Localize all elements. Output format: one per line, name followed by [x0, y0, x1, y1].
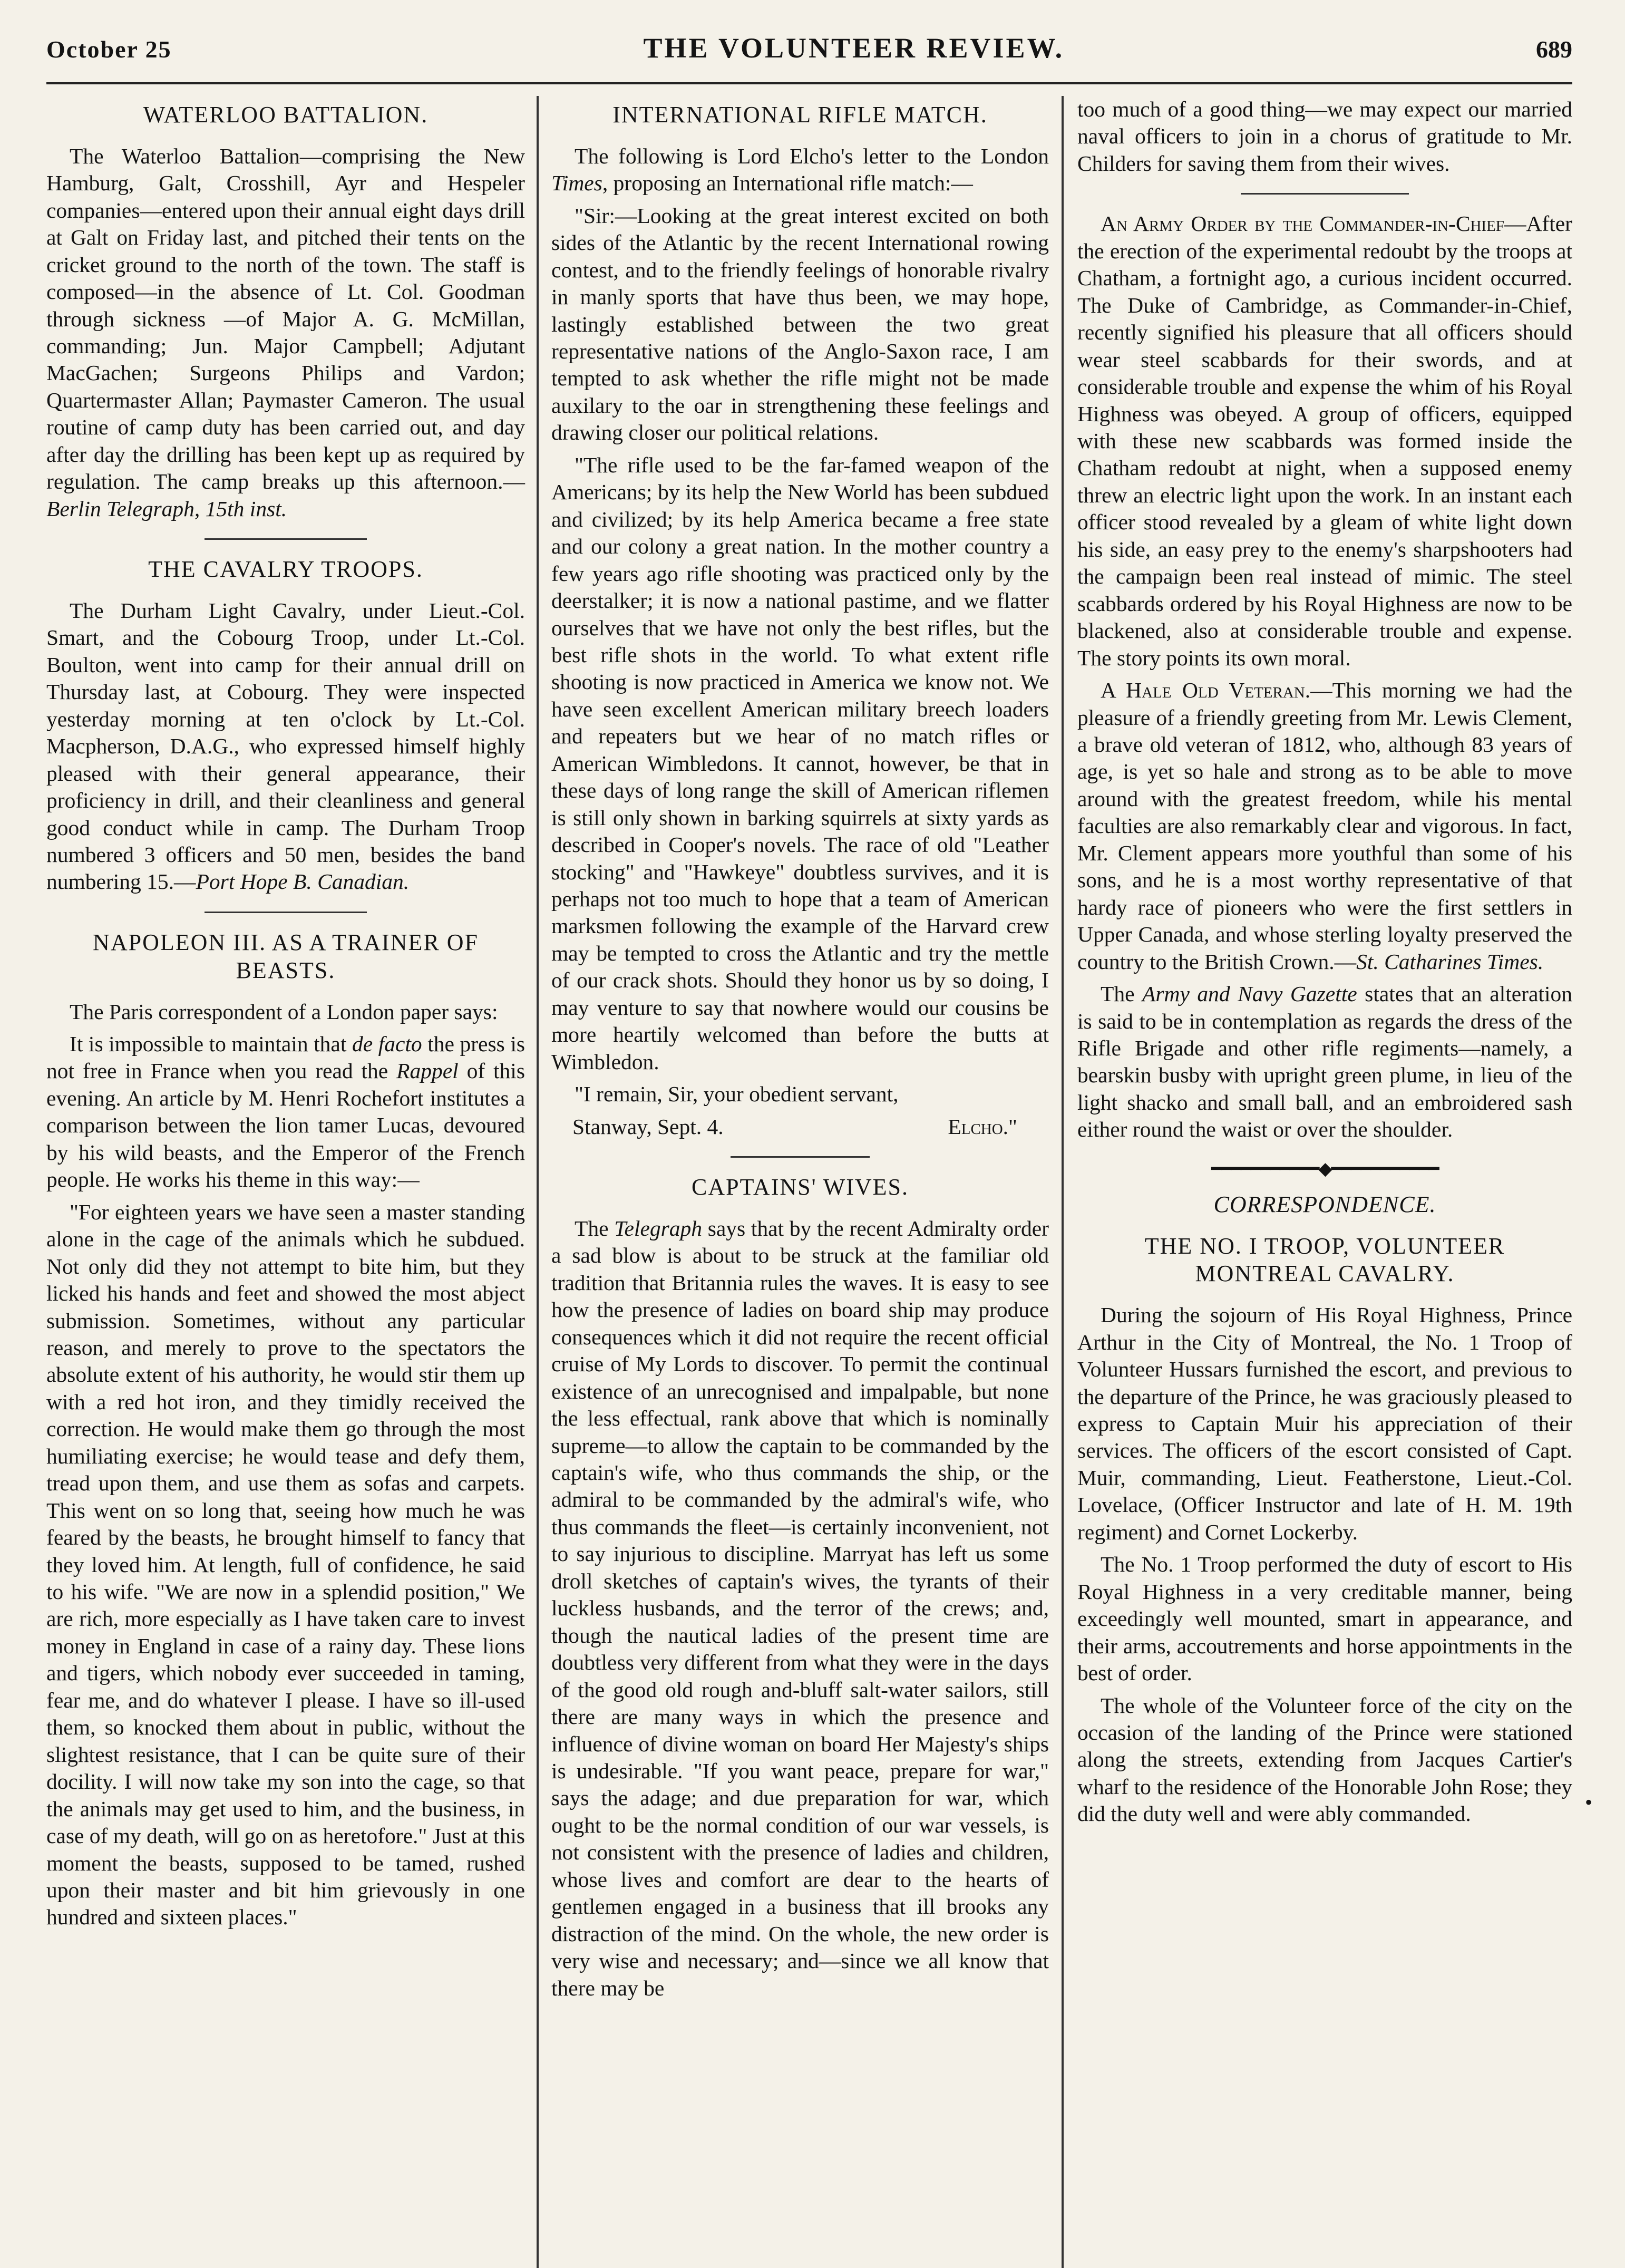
signoff-signature: Elcho."	[948, 1114, 1017, 1139]
paragraph-gazette	[1077, 981, 1572, 1143]
lead-in: An Army Order by the Commander-in-Chief	[1101, 211, 1504, 236]
signoff	[551, 1113, 1049, 1140]
italic-term: Army and Navy Gazette	[1142, 982, 1357, 1006]
column-2	[537, 96, 1064, 2268]
article-cavalry-troops	[46, 556, 525, 896]
headline-rifle-match: INTERNATIONAL RIFLE MATCH.	[612, 102, 988, 128]
paragraph-continued: too much of a good thing—we may expect our married naval officers to join in a chorus of gratitude to Mr. Childers for saving them from their wives.	[1077, 97, 1572, 176]
article-waterloo-battalion	[46, 101, 525, 522]
page-number: 689	[1536, 36, 1572, 63]
issue-date: October 25	[46, 36, 172, 63]
section-heading-correspondence: CORRESPONDENCE.	[1213, 1191, 1436, 1217]
margin-mark: •	[1584, 1790, 1592, 1814]
article-rifle-match	[551, 101, 1049, 1140]
column-3	[1064, 96, 1572, 2268]
section-divider	[731, 1156, 870, 1158]
paragraph-text: —After the erection of the experimental redoubt by the troops at Chatham, a fortnight ago, a curious incident occurred. The Duke of Cambridge, as Commander-in-Chief, recently signified his pleasure that all officers should wear steel scabbards for their swords, and at considerable trouble and expense the whim of his Royal Highness was obeyed. A group of officers, equipped with these new scabbards was formed inside the Chatham redoubt at night, when a supposed enemy threw an electric light upon the work. In an instant each officer stood revealed by a gleam of white light down his side, an easy prey to the enemy's sharpshooters had the campaign been real instead of mimic. The steel scabbards ordered by his Royal Highness are now to be blackened, also at considerable trouble and expense. The story points its own moral.	[1077, 211, 1572, 670]
italic-term: de facto	[352, 1031, 422, 1056]
italic-term: Rappel	[396, 1059, 459, 1083]
paragraph: During the sojourn of His Royal Highness, Prince Arthur in the City of Montreal, the No. 1 Troop of Volunteer Hussars furnished the escort, and previous to the departure of the Prince, he was graciously pleased to express to Captain Muir his appreciation of their services. The officers of the escort consisted of Capt. Muir, commanding, Lieut. Featherstone, Lieut.-Col. Lovelace, (Officer Instructor and late of H. M. 19th regiment) and Cornet Lockerby.	[1077, 1303, 1572, 1544]
paragraph-army-order	[1077, 210, 1572, 672]
section-divider	[205, 912, 367, 913]
article-montreal-cavalry	[1077, 1233, 1572, 1828]
masthead	[46, 32, 1572, 84]
paragraph: The No. 1 Troop performed the duty of escort to His Royal Highness in a very creditable manner, being exceedingly well mounted, smart in appearance, and their arms, accoutrements and horse appointments in the best of order.	[1077, 1552, 1572, 1685]
paragraph-text: It is impossible to maintain that	[70, 1031, 352, 1056]
paragraph: "Sir:—Looking at the great interest excited on both sides of the Atlantic by the recent International rowing contest, and to the friendly feelings of honorable rivalry in manly sports that have thus been, we may hope, lastingly established between the two great representative nations of the Anglo-Saxon race, I am tempted to ask whether the rifle might not be made auxilary to the oar in strengthening these feelings and drawing closer our political relations.	[551, 203, 1049, 445]
italic-term: Times	[551, 171, 602, 196]
paragraph	[46, 143, 525, 522]
paragraph-text: , proposing an International rifle match:—	[602, 171, 973, 196]
paragraph: The whole of the Volunteer force of the city on the occasion of the landing of the Prince were stationed along the streets, extending from Jacques Cartier's wharf to the residence of the Honorable John Rose; they did the duty well and were ably commanded.	[1077, 1693, 1572, 1826]
italic-term: Telegraph	[614, 1216, 703, 1240]
publication-title: THE VOLUNTEER REVIEW.	[643, 32, 1065, 64]
paragraph-text: —This morning we had the pleasure of a friendly greeting from Mr. Lewis Clement, a brave old veteran of 1812, who, although 83 years of age, is yet so hale and strong as to be able to move around with the greatest freedom, while his mental faculties are also remarkably clear and vigorous. In fact, Mr. Clement appears more youthful than some of his sons, and he is a most worthy representative of that hardy race of pioneers who were the first settlers in Upper Canada, and whose sterling loyalty preserved the country to the British Crown.—	[1077, 678, 1572, 974]
columns	[46, 96, 1572, 2268]
headline-waterloo: WATERLOO BATTALION.	[143, 102, 429, 128]
paragraph	[551, 1215, 1049, 2002]
paragraph	[551, 143, 1049, 197]
column-1	[46, 96, 537, 2268]
signoff-place: Stanway, Sept. 4.	[572, 1114, 724, 1139]
paragraph-text: says that by the recent Admiralty order a sad blow is about to be struck at the familiar old tradition that Britannia rules the waves. It is easy to see how the presence of ladies on board ship may produce consequences which it did not require the recent official cruise of My Lords to discover. To permit the continual existence of an unrecognised and impalpable, but none the less effectual, rank above that which is nominally supreme—to allow the captain to be commanded by the captain's wife, who thus commands the ship, or the admiral to be commanded by the admiral's wife, who thus commands the fleet—is certainly inconvenient, not to say injurious to discipline. Marryat has left us some droll sketches of captain's wives, the tyrants of their luckless husbands, and the terror of the crews; and, though the nautical ladies of the present time are doubtless very different from what they were in the days of the good old rough and-bluff salt-water sailors, still there are many ways in which the presence and influence of divine woman on board Her Majesty's ships is undesirable. "If you want peace, prepare for war," says the adage; and due preparation for war, which ought to be the normal condition of our war vessels, is not consistent with the presence of ladies and children, whose lives and comfort are dear to the hearts of gentlemen engaged in a business that ill brooks any distraction of the mind. On the whole, the new order is very wise and necessary; and—since we all know that there may be	[551, 1216, 1049, 2000]
headline-montreal-cavalry: THE NO. I TROOP, VOLUNTEER MONTREAL CAVALRY.	[1144, 1233, 1505, 1287]
headline-napoleon: NAPOLEON III. AS A TRAINER OF BEASTS.	[93, 929, 479, 983]
paragraph-text: the press is not free in France when you read the	[46, 1031, 525, 1083]
paragraph: "For eighteen years we have seen a master standing alone in the cage of the animals which he subdued. Not only did they not attempt to bite him, but they licked his hands and feet and showed the most abject submission. Sometimes, without any particular reason, and merely to prove to the spectators the absolute extent of his authority, he would stir them up with a red hot iron, and they timidly received the correction. He would make them go through the most humiliating exercise; he would tease and defy them, tread upon them, and use them as sofas and carpets. This went on so long that, seeing how much he was feared by the beasts, he brought himself to fancy that they loved him. At length, full of confidence, he said to his wife. "We are now in a splendid position," We are rich, more especially as I have taken care to invest money in England in case of a rainy day. These lions and tigers, which nobody ever succeeded in taming, fear me, and do whatever I please. I have so ill-used them, so knocked them about in public, without the slightest resistance, that I can be quite sure of their docility. I will now take my son into the cage, so that the animals may get used to him, and the business, in case of my death, will go on as heretofore." Just at this moment the beasts, supposed to be tamed, rushed upon their master and bit him grievously in one hundred and sixteen places."	[46, 1199, 525, 1930]
paragraph	[46, 1031, 525, 1194]
paragraph-text: The Durham Light Cavalry, under Lieut.-Col. Smart, and the Cobourg Troop, under Lt.-Col. Boulton, went into camp for their annual drill on Thursday last, at Cobourg. They were inspected yesterday morning at ten o'clock by Lt.-Col. Macpherson, D.A.G., who expressed himself highly pleased with their general appearance, their proficiency in drill, and their cleanliness and general good conduct while in camp. The Durham Troop numbered 3 officers and 50 men, besides the band numbering 15.—	[46, 598, 525, 894]
paragraph-text: states that an alteration is said to be in contemplation as regards the dress of the Rifle Brigade and other rifle regiments—namely, a bearskin busby with upright green plume, in lieu of the light shacko and small ball, and an embroidered sash either round the waist or over the shoulder.	[1077, 982, 1572, 1142]
paragraph-text: The Waterloo Battalion—comprising the New Hamburg, Galt, Crosshill, Ayr and Hespeler companies—entered upon their annual eight days drill at Galt on Friday last, and pitched their tents on the cricket ground to the north of the town. The staff is composed—in the absence of Lt. Col. Goodman through sickness —of Major A. G. McMillan, commanding; Jun. Major Campbell; Adjutant MacGachen; Surgeons Philips and Vardon; Quartermaster Allan; Paymaster Cameron. The usual routine of camp duty has been carried out, and day after day the drilling has been kept up as required by regulation. The camp breaks up this afternoon.—	[46, 143, 525, 494]
paragraph: "I remain, Sir, your obedient servant,	[575, 1082, 899, 1107]
paragraph: The Paris correspondent of a London paper says:	[70, 999, 498, 1024]
section-divider	[205, 538, 367, 540]
headline-cavalry: THE CAVALRY TROOPS.	[148, 556, 423, 583]
paragraph-veteran	[1077, 677, 1572, 975]
source-credit: Port Hope B. Canadian.	[196, 869, 410, 894]
article-captains-wives	[551, 1174, 1049, 2002]
paragraph-text: The following is Lord Elcho's letter to the London	[575, 143, 1049, 168]
paragraph-text: The	[1101, 982, 1143, 1006]
paragraph	[46, 597, 525, 896]
lead-in: A Hale Old Veteran.	[1101, 678, 1311, 703]
ornamental-rule: ━━━━━━━━━━━◆━━━━━━━━━━━	[1211, 1159, 1438, 1179]
source-credit: St. Catharines Times.	[1356, 949, 1544, 974]
paragraph-text: The	[575, 1216, 615, 1240]
paragraph-text: of this evening. An article by M. Henri Rochefort institutes a comparison between the lion tamer Lucas, devoured by his wild beasts, and the Emperor of the French people. He works his theme in this way:—	[46, 1059, 525, 1192]
section-divider	[1241, 193, 1409, 195]
source-credit: Berlin Telegraph, 15th inst.	[46, 496, 287, 521]
headline-captains-wives: CAPTAINS' WIVES.	[691, 1174, 909, 1200]
paragraph: "The rifle used to be the far-famed weapon of the Americans; by its help the New World has been subdued and civilized; by its help America became a free state and our colony a great nation. In the mother country a few years ago rifle shooting was practiced only by the deerstalker; it is now a national pastime, and we flatter ourselves that we have not only the best rifles, but the best rifle shots in the world. To what extent rifle shooting is now practiced in America we know not. We have seen excellent American military breech loaders and repeaters but we hear of no match rifles or American Wimbledons. It cannot, however, be that in these days of long range the skill of American riflemen is still only shown in barking squirrels at sixty yards as described in Cooper's novels. The race of old "Leather stocking" and "Hawkeye" doubtless survives, and it is perhaps not too much to hope that a team of American marksmen following the example of the Harvard crew may be tempted to cross the Atlantic and try the mettle of our crack shots. Should they honor us by so doing, I may venture to say that nowhere would our cousins be more heartily welcomed than before the butts at Wimbledon.	[551, 452, 1049, 1074]
article-napoleon	[46, 929, 525, 1931]
